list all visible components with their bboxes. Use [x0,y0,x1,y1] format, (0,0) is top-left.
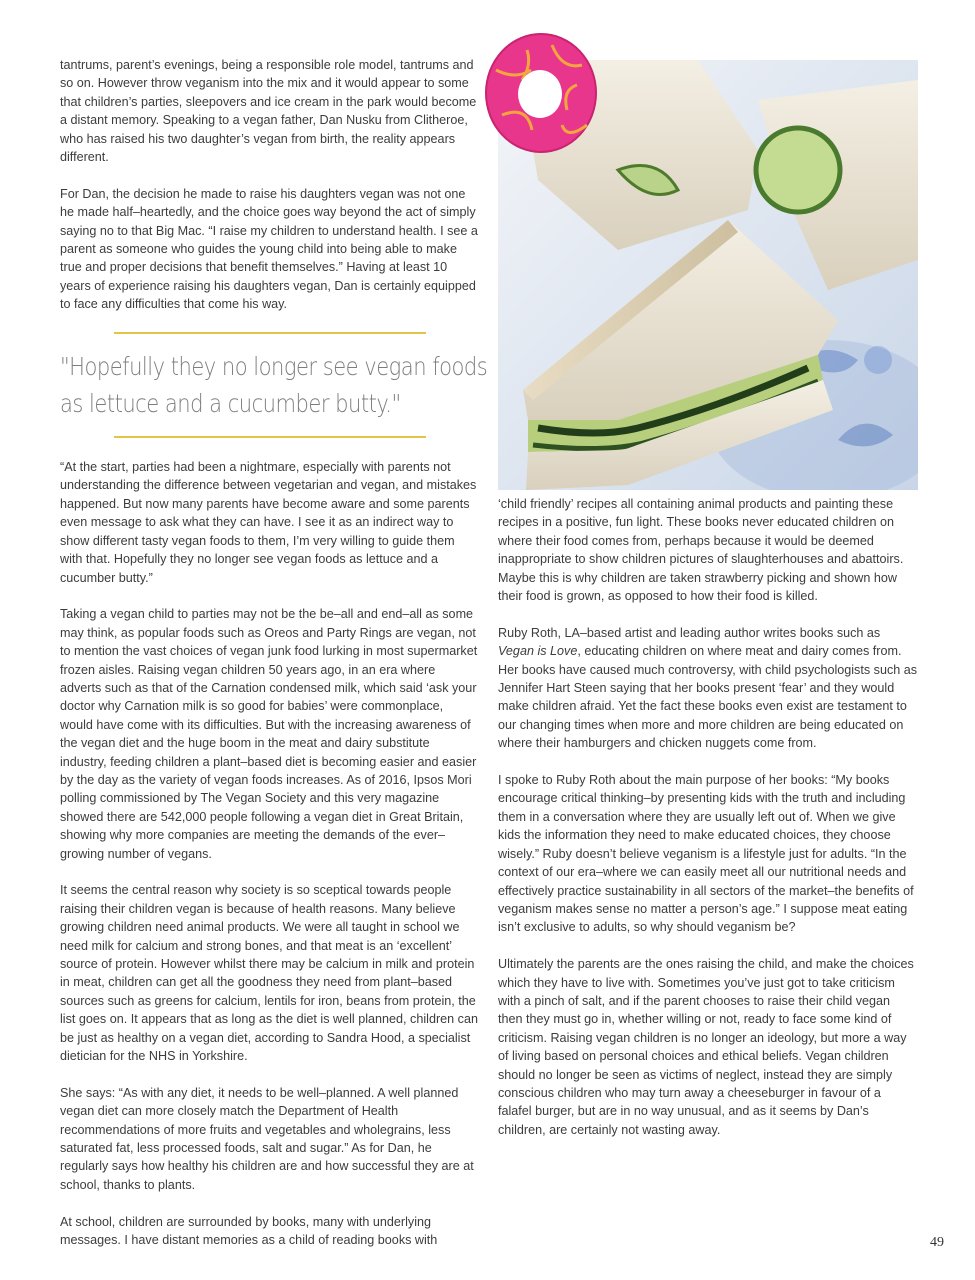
pullquote: "Hopefully they no longer see vegan foods as lettuce and a cucumber butty." [60,352,488,419]
text-run: , educating children on where meat and dairy comes from. Her books have caused much controversy, with child psychologists such as Jennifer Hart Steen saying that her books present ‘fear’ and they would make children afraid. Yet the fact these books even exist are testament to our changing times when more and more children are being educated on where their hamburgers and chicken nuggets come from. [498,644,918,751]
body-paragraph: “At the start, parties had been a nightmare, especially with parents not understanding the difference between vegetarian and vegan, and mistakes happened. But now many parents have become aware and some parents even message to ask what they can have. I see it as an indirect way to show different tasty vegan foods to them, I’m very willing to guide them with that. Hopefully they no longer see vegan foods as lettuce and a cucumber butty.” [60,460,477,585]
page-number: 49 [930,1235,944,1250]
body-paragraph: At school, children are surrounded by books, many with underlying messages. I have distant memories as a child of reading books with [60,1214,438,1248]
body-paragraph: I spoke to Ruby Roth about the main purpose of her books: “My books encourage critical thinking–by presenting kids with the truth and including them in a conversation where they are usually left out of. When we give kids the information they need to make educated choices, they choose wisely.” Ruby doesn’t believe veganism is a lifestyle just for adults. “In the context of our era–where we can easily meet all our nutritional needs and effectively practice sustainability in all sectors of the market–the benefits of veganism makes sense no matter a person’s age.” I suppose meat eating isn’t exclusive to adults, so why should veganism be? [498,773,914,935]
text-run: Ruby Roth, LA–based artist and leading author writes books such as [498,625,881,640]
body-paragraph: For Dan, the decision he made to raise his daughters vegan was not one he made half–heartedly, and the choice goes way beyond the act of simply saying no to that Big Mac. “I raise my children to understand health. I see a parent as someone who guides the young child into being able to make true and proper decisions that benefit themselves.” Having at least 10 years of experience raising his daughters vegan, Dan is certainly equipped to face any difficulties that come his way. [60,186,478,312]
left-column [60,56,488,1249]
body-paragraph: It seems the central reason why society is so sceptical towards people raising their children vegan is because of health reasons. Many believe growing children need animal products. We were all taught in school we need milk for calcium and strong bones, and that meat is an ‘excellent’ source of protein. However whilst there may be calcium in milk and protein in meat, children can get all the goodness they need from plant–based sources such as greens for calcium, lentils for iron, beans from protein, the list goes on. It appears that as long as the diet is well planned, children can be just as healthy on a vegan diet, according to Sandra Hood, a specialist dietician for the NHS in Yorkshire. [60,883,478,1064]
pullquote-rule-top [114,332,426,334]
body-paragraph: tantrums, parent’s evenings, being a responsible role model, tantrums and so on. However throw veganism into the mix and it would appear to some that children’s parties, sleepovers and ice cream in the park would become a distant memory. Speaking to a vegan father, Dan Nusku from Clitheroe, who has raised his two daughter’s vegan from birth, the reality appears different. [60,58,477,165]
book-title: Vegan is Love [498,644,578,659]
body-paragraph: Ultimately the parents are the ones raising the child, and make the choices which they have to live with. Sometimes you’ve just got to take criticism with a pinch of salt, and if the parent chooses to raise their child vegan then they must go in, whether willing or not, ready to face some kind of criticism. Raising vegan children is no longer an ideology, but more a way of living based on personal choices and ethical beliefs. Vegan children should no longer be seen as victims of neglect, instead they are simply conscious children who may turn away a cheeseburger in favour of a falafel burger, but are in no way unusual, and as it seems by Dan’s children, are certainly not wasting away. [498,957,914,1137]
right-column [498,495,918,1139]
pullquote-rule-bottom [114,436,426,438]
body-paragraph [498,624,918,753]
body-paragraph: She says: “As with any diet, it needs to be well–planned. A well planned vegan diet can more closely match the Department of Health recommendations of more fruits and vegetables and wholegrains, less saturated fat, less processed foods, salt and sugar.” As for Dan, he regularly says how healthy his children are and how successful they are at school, thanks to plants. [60,1085,474,1192]
pullquote-block [60,332,488,438]
party-ring-biscuit-icon [482,30,600,156]
donut-graphic [482,30,600,156]
body-paragraph: ‘child friendly’ recipes all containing animal products and painting these recipes in a positive, fun light. These books never educated children on where their food comes from, perhaps because it would be deemed inappropriate to show children pictures of slaughterhouses and abattoirs. Maybe this is why children are taken strawberry picking and shown how their food is grown, as opposed to how their food is killed. [498,497,904,604]
body-paragraph: Taking a vegan child to parties may not be the be–all and end–all as some may think, as popular foods such as Oreos and Party Rings are vegan, not to mention the vast choices of vegan junk food lurking in most supermarket frozen aisles. Raising vegan children 50 years ago, in an era where adverts such as that of the Carnation condensed milk, which said ‘ask your doctor why Carnation milk is so good for babies’ were commonplace, would have come with its difficulties. But with the increasing awareness of the vegan diet and the huge boom in the meat and dairy substitute industry, feeding children a plant–based diet is becoming easier and easier by the day as the variety of vegan foods increases. As of 2016, Ipsos Mori polling commissioned by The Vegan Society and this very magazine showed there are 542,000 people following a vegan diet in Great Britain, showing why more companies are meeting the demands of the ever–growing number of vegans. [60,607,478,861]
